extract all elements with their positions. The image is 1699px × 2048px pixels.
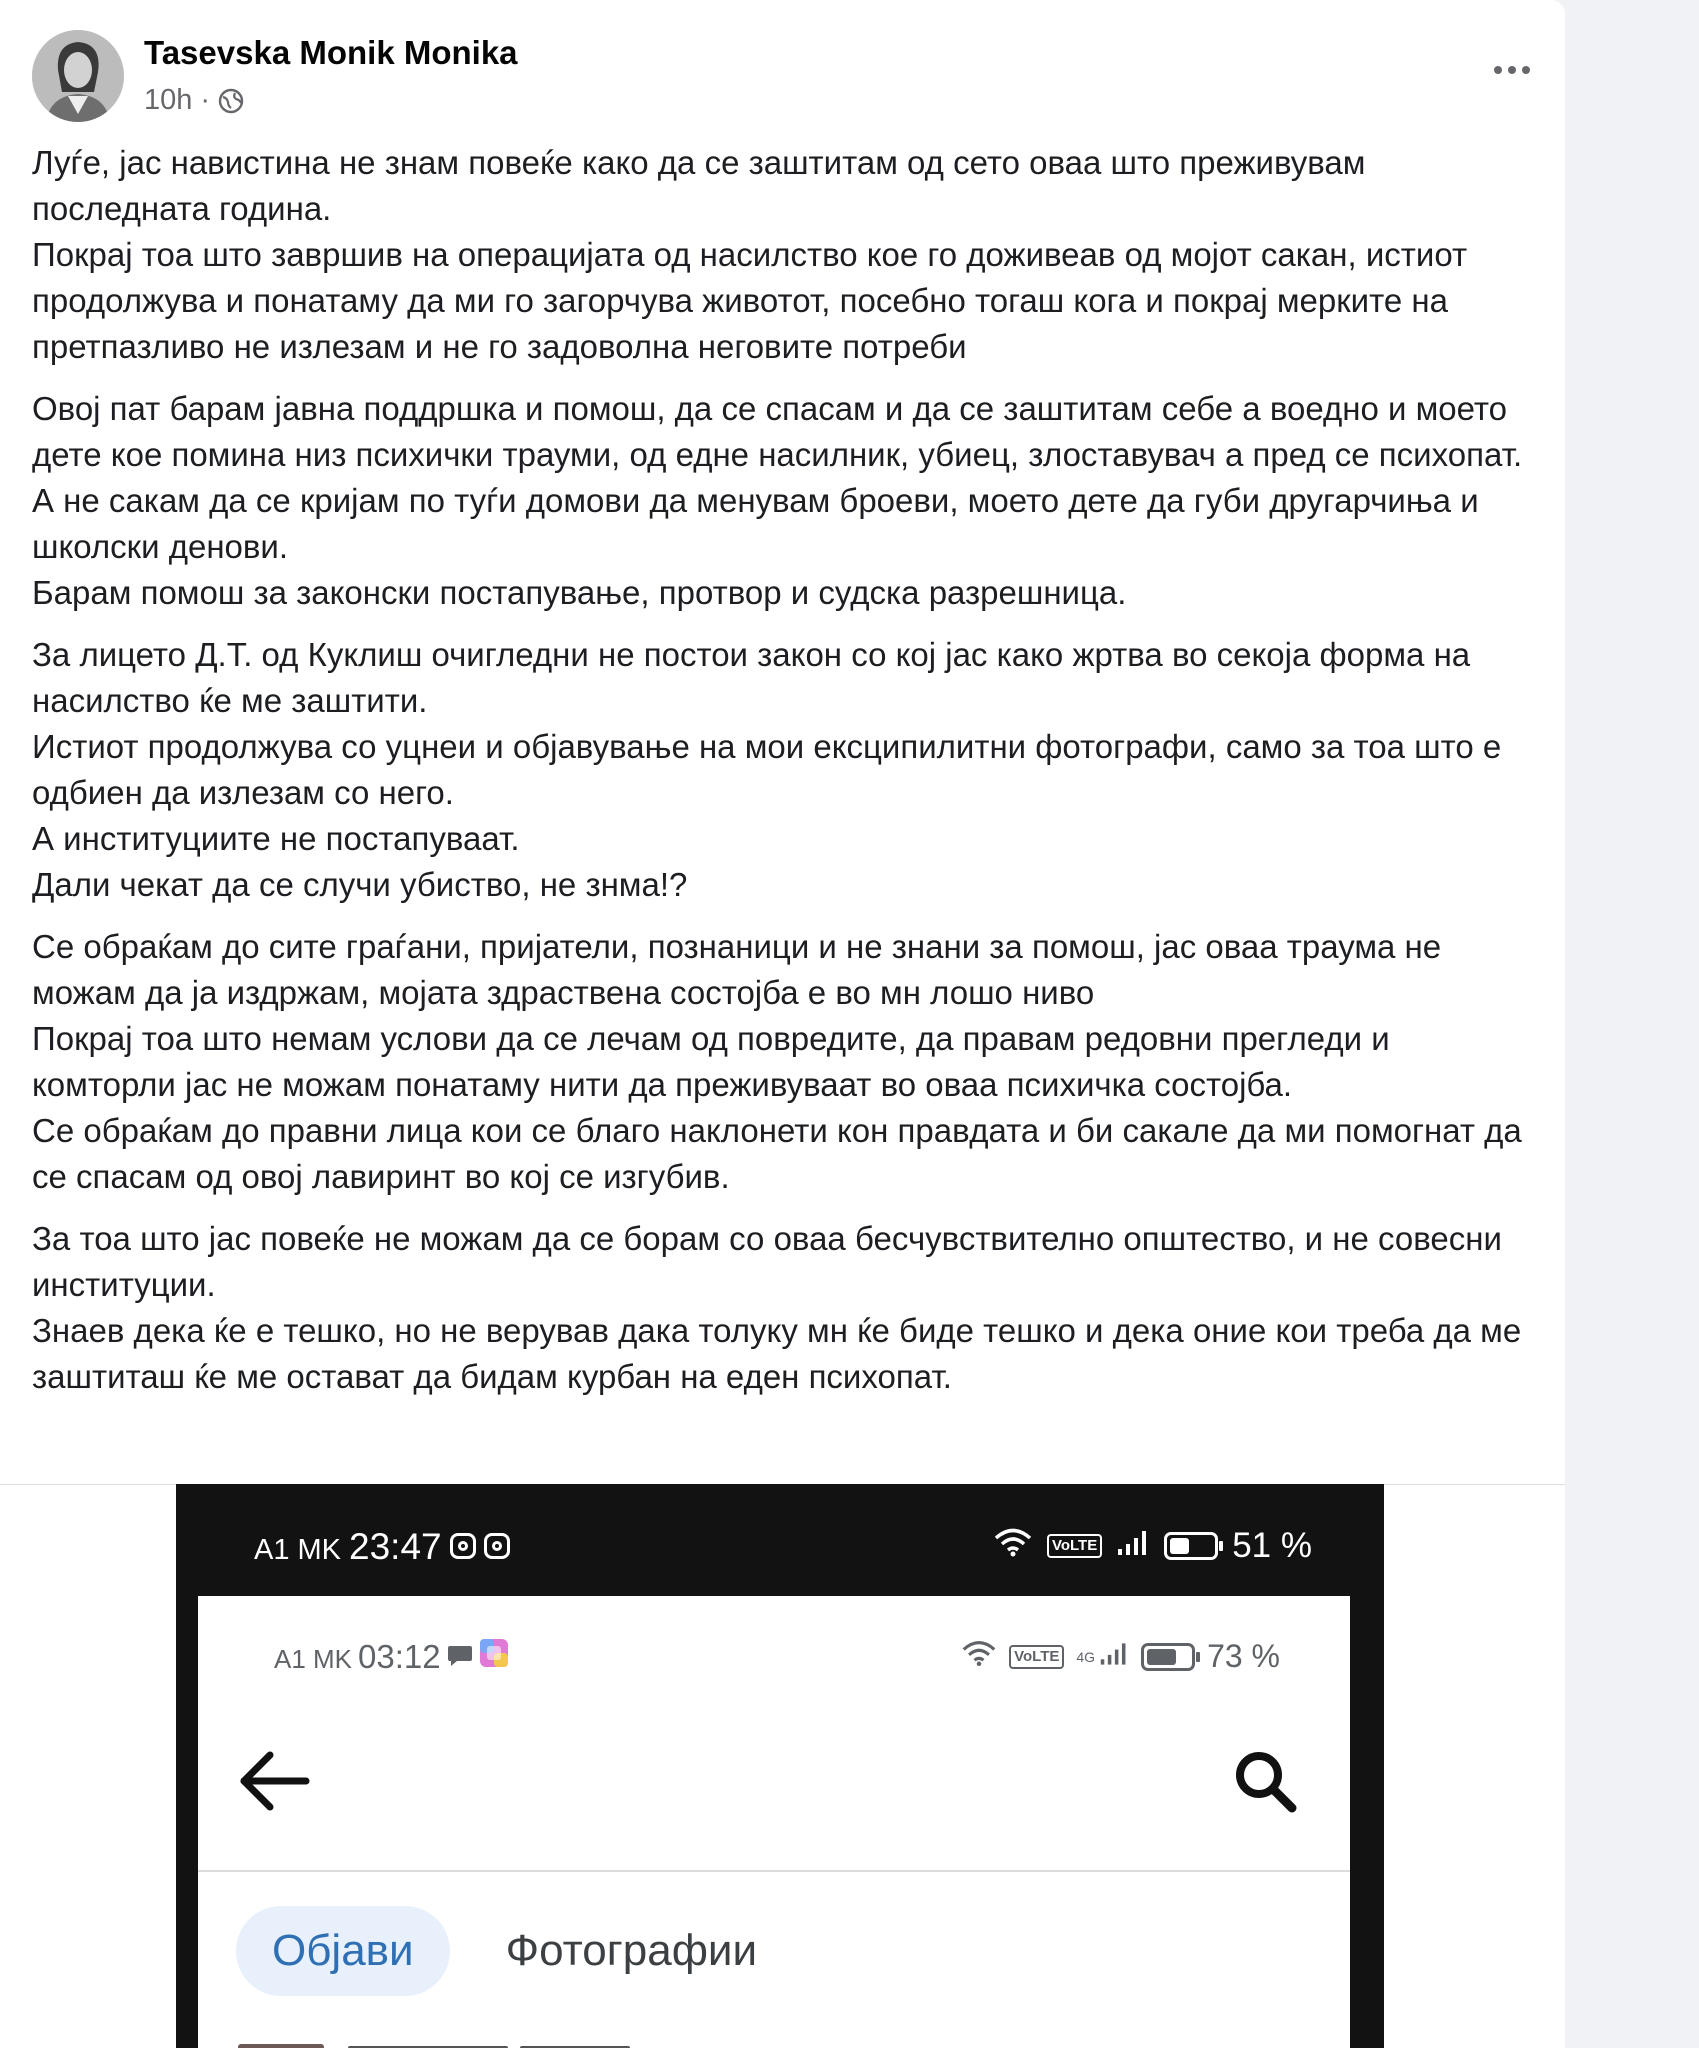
- carrier-label: A1 MK: [274, 1644, 353, 1674]
- inner-status-bar: [198, 1596, 1350, 1686]
- clock: 23:47: [349, 1526, 442, 1567]
- volte-badge: VoLTE: [1009, 1645, 1064, 1669]
- battery-percent: 73 %: [1207, 1638, 1280, 1674]
- post-text: [32, 140, 1532, 1416]
- meta-separator: ·: [200, 84, 211, 116]
- signal-icon: [1099, 1638, 1129, 1675]
- tab-bar: [236, 1906, 793, 1996]
- list-item-peek: [238, 2038, 638, 2048]
- wifi-icon: [993, 1526, 1033, 1566]
- more-horizontal-icon: [1494, 66, 1502, 74]
- clock: 03:12: [358, 1638, 441, 1675]
- app-toolbar: [198, 1726, 1350, 1836]
- network-type-label: 4G: [1076, 1648, 1096, 1665]
- avatar-image: [32, 30, 124, 122]
- author-name[interactable]: Tasevska Monik Monika: [144, 34, 518, 71]
- back-button[interactable]: [236, 1746, 316, 1816]
- app-notification-icon: [479, 1638, 509, 1673]
- battery-level: [1147, 1649, 1176, 1665]
- toolbar-divider: [198, 1870, 1350, 1872]
- wifi-icon: [961, 1638, 997, 1675]
- more-options-button[interactable]: [1482, 50, 1542, 90]
- globe-icon[interactable]: [218, 88, 244, 114]
- post-paragraph: Се обраќам до сите граѓани, пријатели, познаници и не знани за помош, јас оваа траума не можам да ја издржам, мојата здраствена состојба е во мн лошо ниво Покрај тоа што немам услови да се лечам од повредите, да правам редовни прегледи и комторли јас не можам понатаму нити да преживуваат во оваа психичка состојба. Се обраќам до правни лица кои се благо наклонети кон правдата и би сакале да ми помогнат да се спасам од овој лавиринт во кој се изгубив.: [32, 928, 1522, 1195]
- post-timestamp[interactable]: 10h: [144, 84, 193, 116]
- instagram-icon: [484, 1533, 510, 1559]
- more-dot: [1508, 66, 1516, 74]
- instagram-icon: [450, 1533, 476, 1559]
- post-header: [32, 30, 1542, 130]
- chat-bubble-icon: [447, 1644, 473, 1673]
- outer-status-bar: [176, 1484, 1384, 1596]
- post-paragraph: Луѓе, јас навистина не знам повеќе како да се заштитам од сето оваа што преживувам последната година. Покрај тоа што завршив на операцијата од насилство кое го доживеав од мојот сакан, истиот продолжува и понатаму да ми го загорчува животот, посебно тогаш кога и покрај мерките на претпазливо не излезам и не го задоволна неговите потреби: [32, 144, 1468, 365]
- tab-photos[interactable]: Фотографии: [505, 1926, 758, 1975]
- battery-level: [1170, 1538, 1188, 1554]
- more-dot: [1522, 66, 1530, 74]
- post-paragraph: Овој пат барам јавна поддршка и помош, да се спасам и да се заштитам себе а воедно и моето дете кое помина низ психички трауми, од едне насилник, убиец, злоставувач а пред се психопат. А не сакам да се кријам по туѓи домови да менувам броеви, моето дете да губи другарчиња и школски денови. Барам помош за законски постапување, протвор и судска разрешница.: [32, 390, 1523, 611]
- battery-icon: [1164, 1532, 1218, 1560]
- battery-percent: 51 %: [1232, 1526, 1312, 1565]
- signal-icon: [1116, 1526, 1150, 1566]
- post-meta: [144, 84, 244, 117]
- post-paragraph: За тоа што јас повеќе не можам да се борам со оваа бесчувствително општество, и не совесни институции. Знаев дека ќе е тешко, но не верував дака толуку мн ќе биде тешко и дека оние кои треба да ме заштиташ ќе ме остават да бидам курбан на еден психопат.: [32, 1220, 1522, 1395]
- avatar[interactable]: [32, 30, 124, 122]
- volte-badge: VoLTE: [1047, 1534, 1102, 1558]
- battery-saver-icon: [1141, 1643, 1195, 1671]
- arrow-left-icon: [236, 1746, 316, 1816]
- post-paragraph: За лицето Д.Т. од Куклиш очигледни не постои закон со кој јас како жртва во секоја форма на насилство ќе ме заштити. Истиот продолжува со уцнеи и објавување на мои ексципилитни фотографи, само за тоа што е одбиен да излезам со него. А институциите не постапуваат. Дали чекат да се случи убиство, не знма!?: [32, 636, 1502, 903]
- search-icon: [1230, 1746, 1300, 1816]
- carrier-label: A1 MK: [254, 1534, 342, 1566]
- tab-posts[interactable]: Објави: [236, 1906, 450, 1996]
- search-button[interactable]: [1230, 1746, 1300, 1816]
- attached-screenshot[interactable]: [176, 1484, 1384, 2048]
- inner-phone-screen: [198, 1596, 1350, 2048]
